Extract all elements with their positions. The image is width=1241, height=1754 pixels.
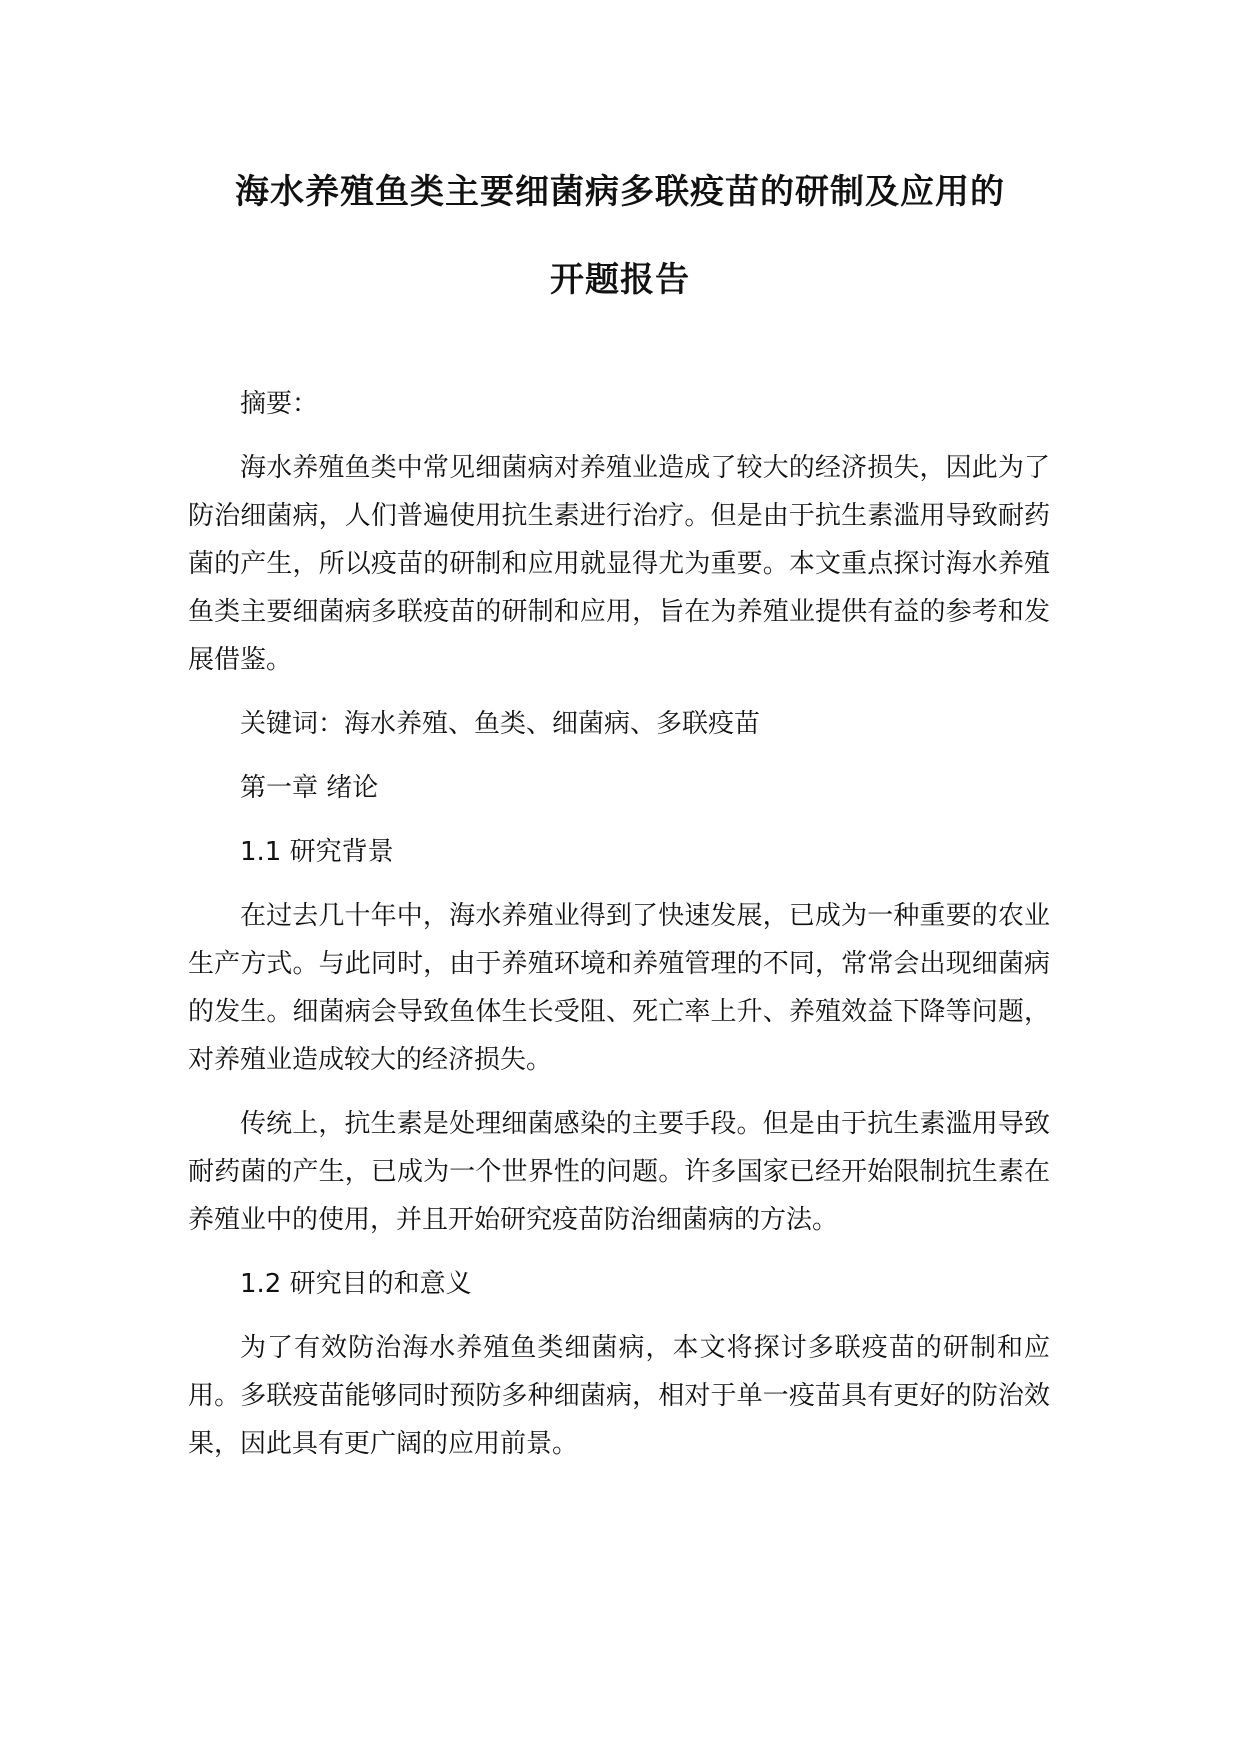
title-line-2: 开题报告 <box>550 260 690 300</box>
section-1-1-paragraph-1: 在过去几十年中，海水养殖业得到了快速发展，已成为一种重要的农业生产方式。与此同时，由于养殖环境和养殖管理的不同，常常会出现细菌病的发生。细菌病会导致鱼体生长受阻、死亡率上升、养殖效益下降等问题，对养殖业造成较大的经济损失。 <box>188 901 1050 1075</box>
abstract-heading: 摘要： <box>240 389 319 419</box>
chapter-1-heading: 第一章 绪论 <box>240 773 379 803</box>
section-1-1-heading: 1.1 研究背景 <box>240 837 394 867</box>
title-line-1: 海水养殖鱼类主要细菌病多联疫苗的研制及应用的 <box>235 172 1005 212</box>
section-1-2-paragraph-1: 为了有效防治海水养殖鱼类细菌病，本文将探讨多联疫苗的研制和应用。多联疫苗能够同时预防多种细菌病，相对于单一疫苗具有更好的防治效果，因此具有更广阔的应用前景。 <box>188 1333 1050 1459</box>
section-1-2-heading: 1.2 研究目的和意义 <box>240 1269 472 1299</box>
section-1-1-paragraph-2: 传统上，抗生素是处理细菌感染的主要手段。但是由于抗生素滥用导致耐药菌的产生，已成为一个世界性的问题。许多国家已经开始限制抗生素在养殖业中的使用，并且开始研究疫苗防治细菌病的方法。 <box>188 1109 1050 1235</box>
document-body <box>188 380 1050 1484</box>
keywords-line: 关键词：海水养殖、鱼类、细菌病、多联疫苗 <box>240 709 761 739</box>
document-title <box>190 172 1050 300</box>
abstract-paragraph: 海水养殖鱼类中常见细菌病对养殖业造成了较大的经济损失，因此为了防治细菌病，人们普遍使用抗生素进行治疗。但是由于抗生素滥用导致耐药菌的产生，所以疫苗的研制和应用就显得尤为重要。本文重点探讨海水养殖鱼类主要细菌病多联疫苗的研制和应用，旨在为养殖业提供有益的参考和发展借鉴。 <box>188 453 1050 675</box>
